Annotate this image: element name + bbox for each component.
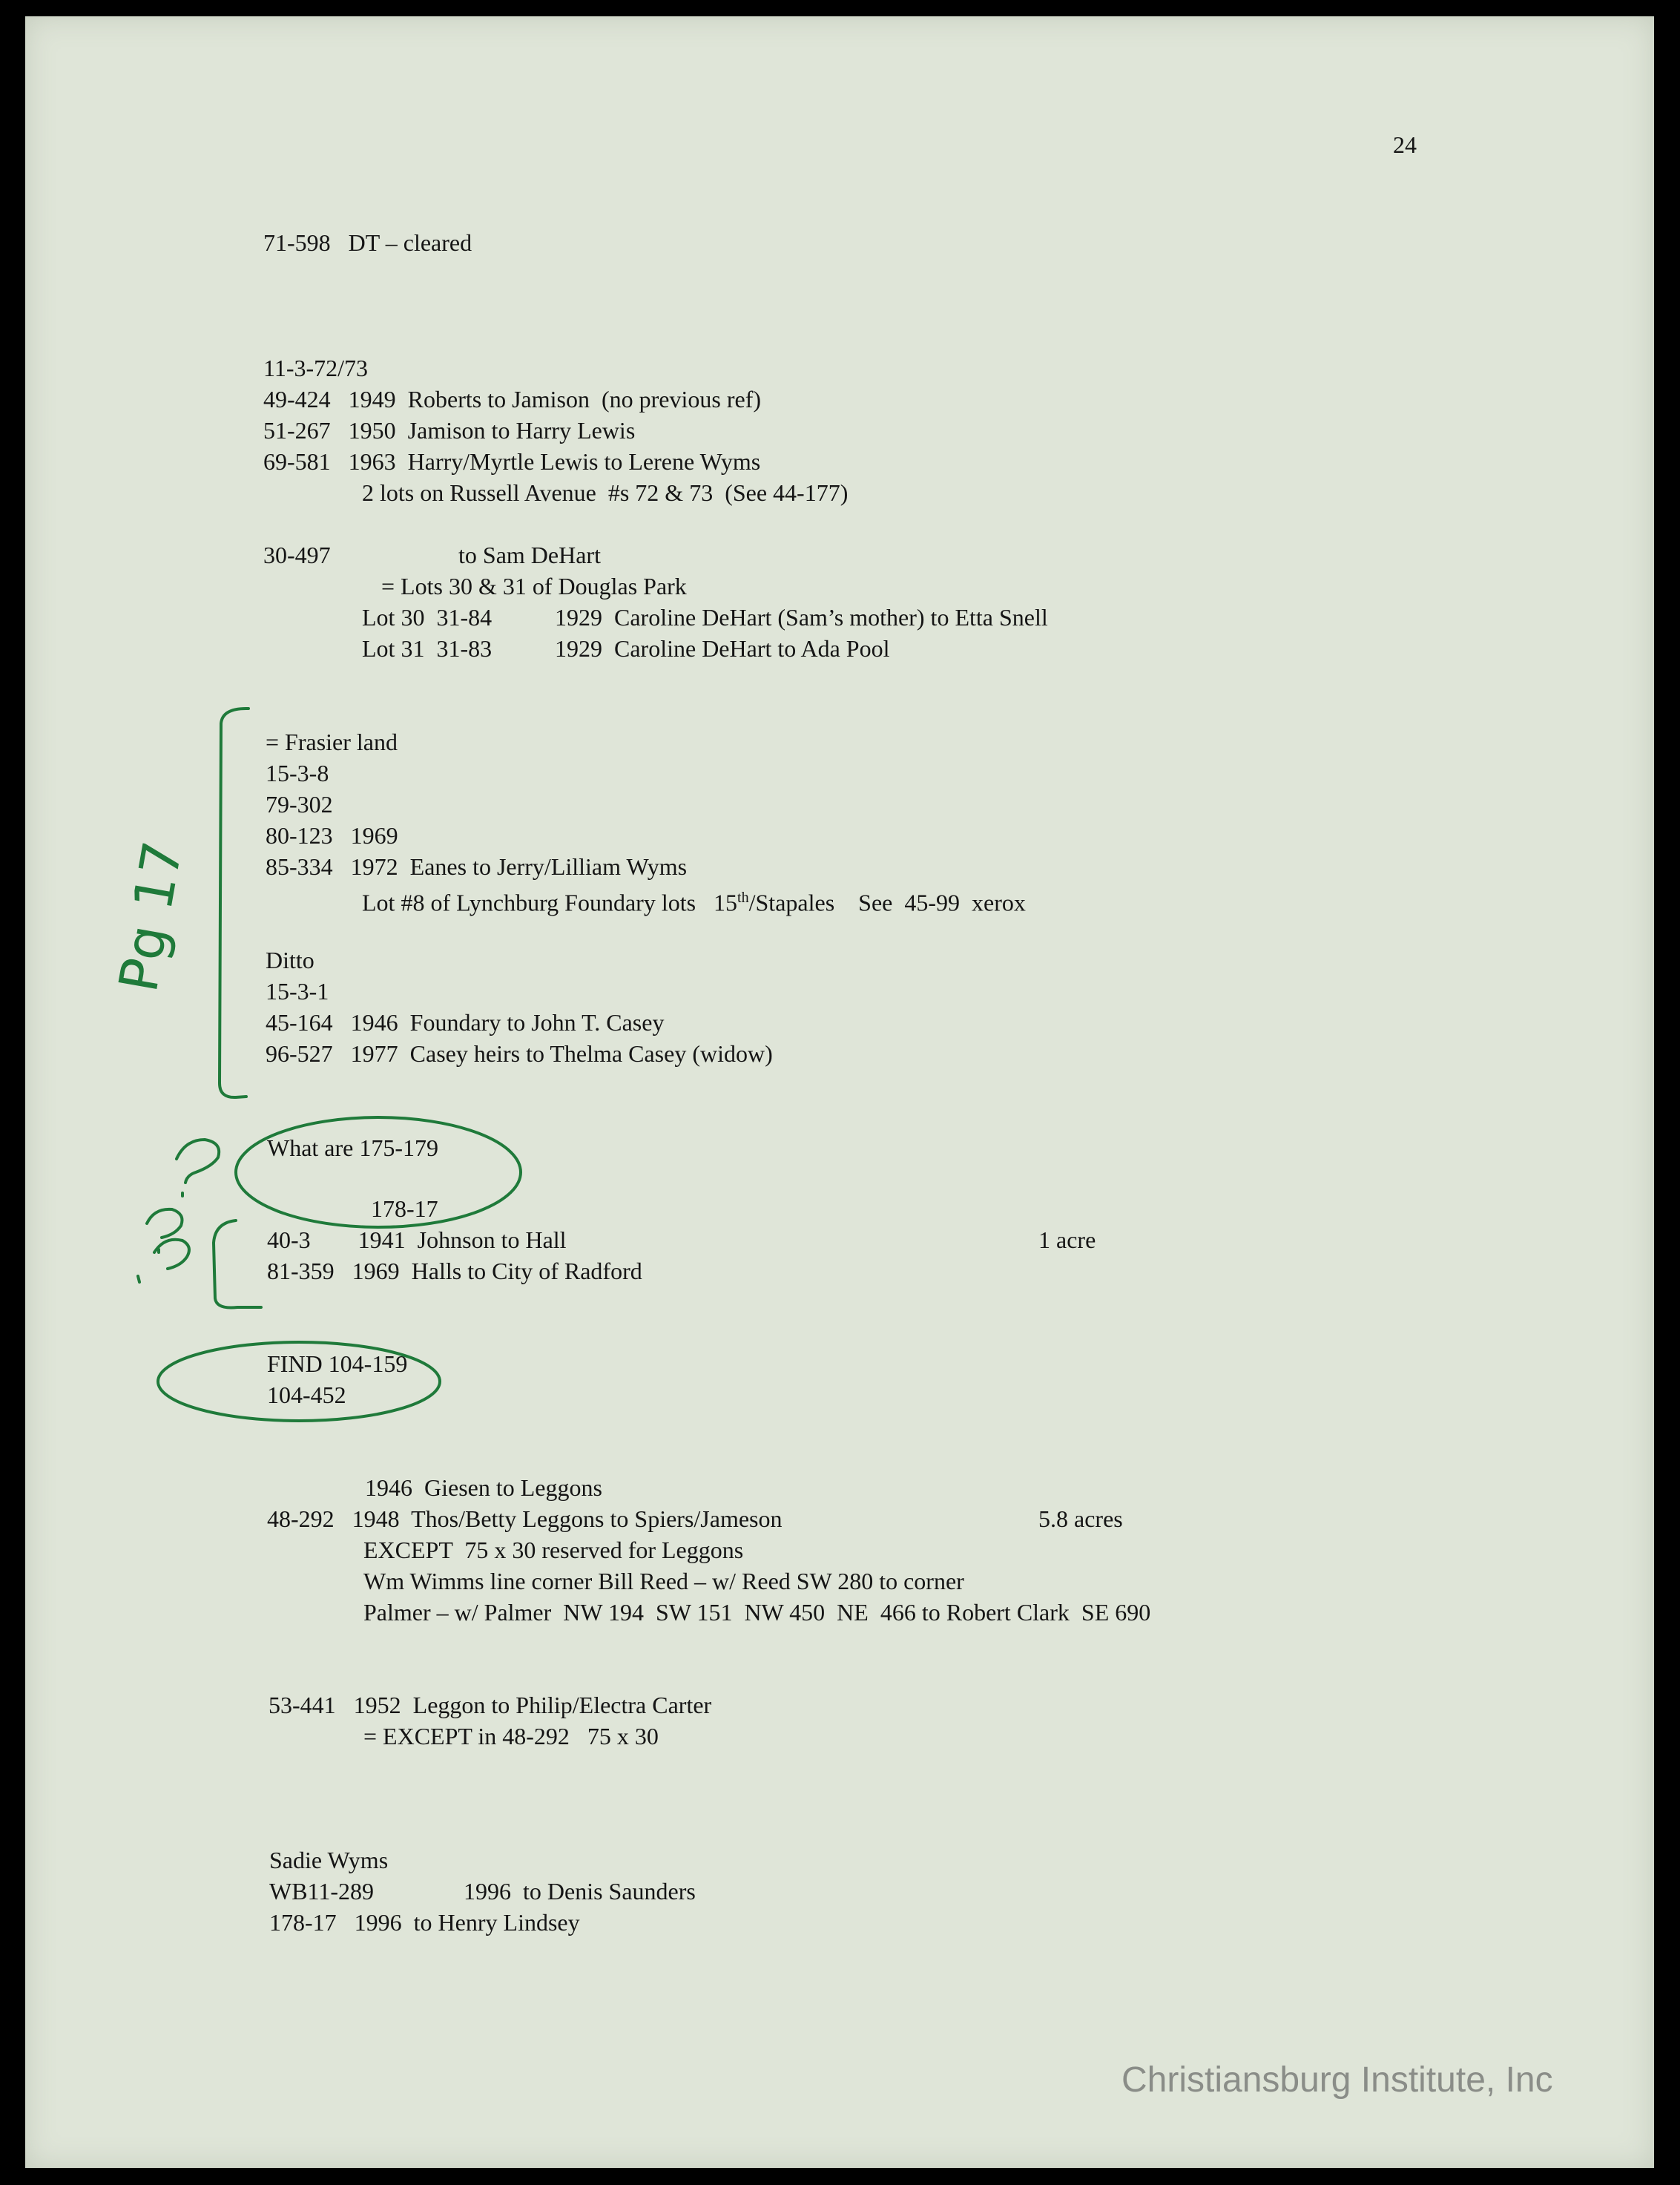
- block2-row: = Lots 30 & 31 of Douglas Park: [381, 573, 687, 599]
- q1-question-mark: [177, 1140, 219, 1183]
- block1-heading: 11-3-72/73: [263, 355, 369, 381]
- block5-row: 81-359 1969 Halls to City of Radford: [267, 1258, 642, 1284]
- block8-row: 53-441 1952 Leggon to Philip/Electra Carter: [269, 1692, 712, 1718]
- bracket-frasier-land: [220, 709, 248, 1097]
- find-note: 104-452: [267, 1381, 346, 1408]
- block7-row: EXCEPT 75 x 30 reserved for Leggons: [363, 1537, 744, 1563]
- margin-note-pg17: Pg 17: [107, 836, 195, 996]
- circle-what-are: [236, 1117, 521, 1227]
- block4-row: Ditto: [266, 947, 314, 973]
- block7-acreage: 5.8 acres: [1038, 1505, 1123, 1532]
- q2-question-mark: [147, 1209, 182, 1238]
- lot-text: Lot #8 of Lynchburg Foundary lots 15: [362, 889, 738, 916]
- circle-find: [158, 1342, 440, 1421]
- block3-row: = Frasier land: [266, 729, 398, 755]
- block9-row: WB11-289: [269, 1878, 375, 1905]
- block4-row: 15-3-1: [266, 978, 329, 1005]
- q3-dot: [138, 1276, 139, 1282]
- block2-row: Lot 30 31-84: [362, 604, 493, 631]
- block1-row: 69-581 1963 Harry/Myrtle Lewis to Lerene Wyms: [263, 448, 761, 475]
- block9-row: 1996 to Denis Saunders: [464, 1878, 696, 1905]
- bracket-johnson-hall: [214, 1220, 261, 1308]
- block1-row: 49-424 1949 Roberts to Jamison (no previous ref): [263, 386, 762, 413]
- block3-row: 15-3-8: [266, 760, 329, 786]
- block7-row: Palmer – w/ Palmer NW 194 SW 151 NW 450 NE 466 to Robert Clark SE 690: [363, 1599, 1151, 1626]
- block2-row: to Sam DeHart: [458, 542, 601, 568]
- block3-row: 79-302: [266, 791, 333, 818]
- superscript: th: [737, 890, 749, 906]
- block3-row: 85-334 1972 Eanes to Jerry/Lilliam Wyms: [266, 853, 688, 880]
- block3-row: 80-123 1969: [266, 822, 398, 849]
- page-number: 24: [1393, 131, 1417, 158]
- block1-row: 2 lots on Russell Avenue #s 72 & 73 (See 44-177): [362, 479, 849, 506]
- block5-row: 178-17: [371, 1195, 438, 1222]
- block2-row: 30-497: [263, 542, 331, 568]
- block5-acreage: 1 acre: [1038, 1226, 1096, 1253]
- lot-text-cont: /Stapales See 45-99 xerox: [748, 889, 1026, 916]
- block9-row: 178-17 1996 to Henry Lindsey: [269, 1909, 580, 1936]
- block2-row: 1929 Caroline DeHart to Ada Pool: [555, 635, 890, 662]
- q3-question-mark: [154, 1240, 189, 1269]
- block2-row: 1929 Caroline DeHart (Sam’s mother) to Etta Snell: [555, 604, 1048, 631]
- entry-71-598: 71-598 DT – cleared: [263, 229, 472, 256]
- block7-row: 48-292 1948 Thos/Betty Leggons to Spiers/Jameson: [267, 1505, 783, 1532]
- block7-row: 1946 Giesen to Leggons: [365, 1474, 602, 1501]
- find-note: FIND 104-159: [267, 1350, 408, 1377]
- block8-row: = EXCEPT in 48-292 75 x 30: [363, 1723, 659, 1749]
- block9-heading: Sadie Wyms: [269, 1847, 389, 1873]
- block5-question: What are 175-179: [267, 1134, 439, 1161]
- block7-row: Wm Wimms line corner Bill Reed – w/ Reed SW 280 to corner: [363, 1568, 964, 1594]
- block4-row: 45-164 1946 Foundary to John T. Casey: [266, 1009, 665, 1036]
- block4-row: 96-527 1977 Casey heirs to Thelma Casey (widow): [266, 1040, 773, 1067]
- block5-row: 40-3 1941 Johnson to Hall: [267, 1226, 567, 1253]
- block2-row: Lot 31 31-83: [362, 635, 493, 662]
- block1-row: 51-267 1950 Jamison to Harry Lewis: [263, 417, 636, 444]
- watermark: Christiansburg Institute, Inc: [1121, 2060, 1553, 2100]
